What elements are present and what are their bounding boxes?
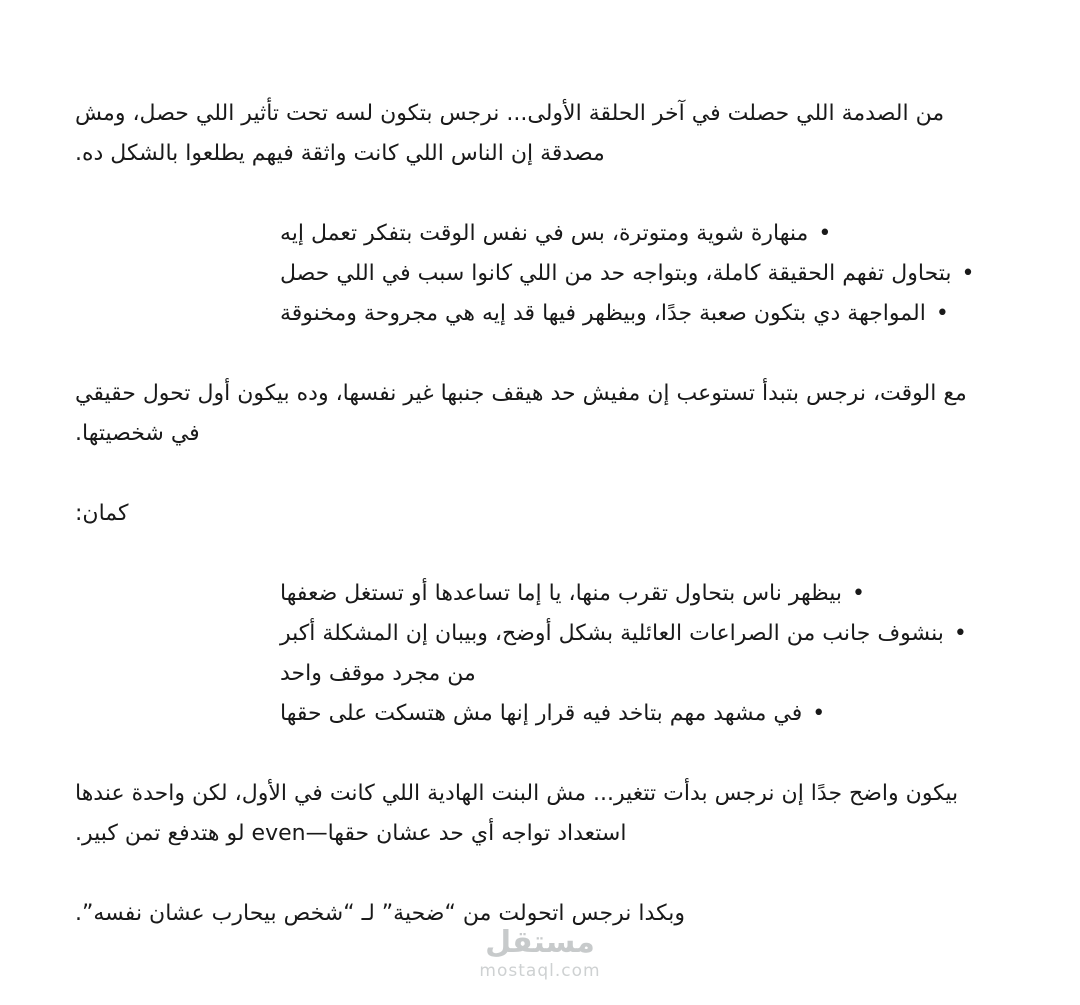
bullet-icon: • (818, 221, 832, 246)
bullet-icon: • (812, 701, 826, 726)
closing-paragraph: وبكدا نرجس اتحولت من “ضحية” لـ “شخص بيحارب عشان نفسه”. (75, 901, 685, 926)
development-bullet-list (280, 574, 985, 734)
list-item (280, 254, 985, 294)
mostaql-site-url: mostaql.com (479, 961, 601, 981)
change-paragraph: بيكون واضح جدًا إن نرجس بدأت تتغير... مش البنت الهادية اللي كانت في الأول، لكن واحدة عندها استعداد تواجه أي حد عشان حقها—even لو هتدفع تمن كبير. (75, 781, 959, 846)
list-item (280, 694, 985, 734)
list-item-text: منهارة شوية ومتوترة، بس في نفس الوقت بتفكر تعمل إيه (280, 221, 809, 246)
list-item-text: بيظهر ناس بتحاول تقرب منها، يا إما تساعدها أو تستغل ضعفها (280, 581, 842, 606)
list-item-text: بتحاول تفهم الحقيقة كاملة، وبتواجه حد من اللي كانوا سبب في اللي حصل (280, 261, 952, 286)
kaman-heading: كمان: (75, 501, 129, 526)
bullet-icon: • (961, 261, 975, 286)
list-item (280, 614, 985, 694)
bullet-icon: • (851, 581, 865, 606)
reaction-bullet-list (280, 214, 985, 334)
bullet-icon: • (935, 301, 949, 326)
list-item-text: المواجهة دي بتكون صعبة جدًا، وبيظهر فيها قد إيه هي مجروحة ومخنوقة (280, 301, 926, 326)
intro-paragraph: من الصدمة اللي حصلت في آخر الحلقة الأولى... نرجس بتكون لسه تحت تأثير اللي حصل، ومش مصدقة إن الناس اللي كانت واثقة فيهم يطلعوا بالشكل ده. (75, 101, 945, 166)
list-item (280, 214, 985, 254)
list-item-text: بنشوف جانب من الصراعات العائلية بشكل أوضح، وبيبان إن المشكلة أكبر من مجرد موقف واحد (280, 621, 944, 686)
mostaql-watermark (0, 926, 1080, 982)
list-item-text: في مشهد مهم بتاخد فيه قرار إنها مش هتسكت على حقها (280, 701, 803, 726)
list-item (280, 574, 985, 614)
list-item (280, 294, 985, 334)
mostaql-logo: مستقل (485, 925, 595, 960)
transition-paragraph: مع الوقت، نرجس بتبدأ تستوعب إن مفيش حد هيقف جنبها غير نفسها، وده بيكون أول تحول حقيقي في شخصيتها. (75, 381, 967, 446)
bullet-icon: • (953, 621, 967, 646)
